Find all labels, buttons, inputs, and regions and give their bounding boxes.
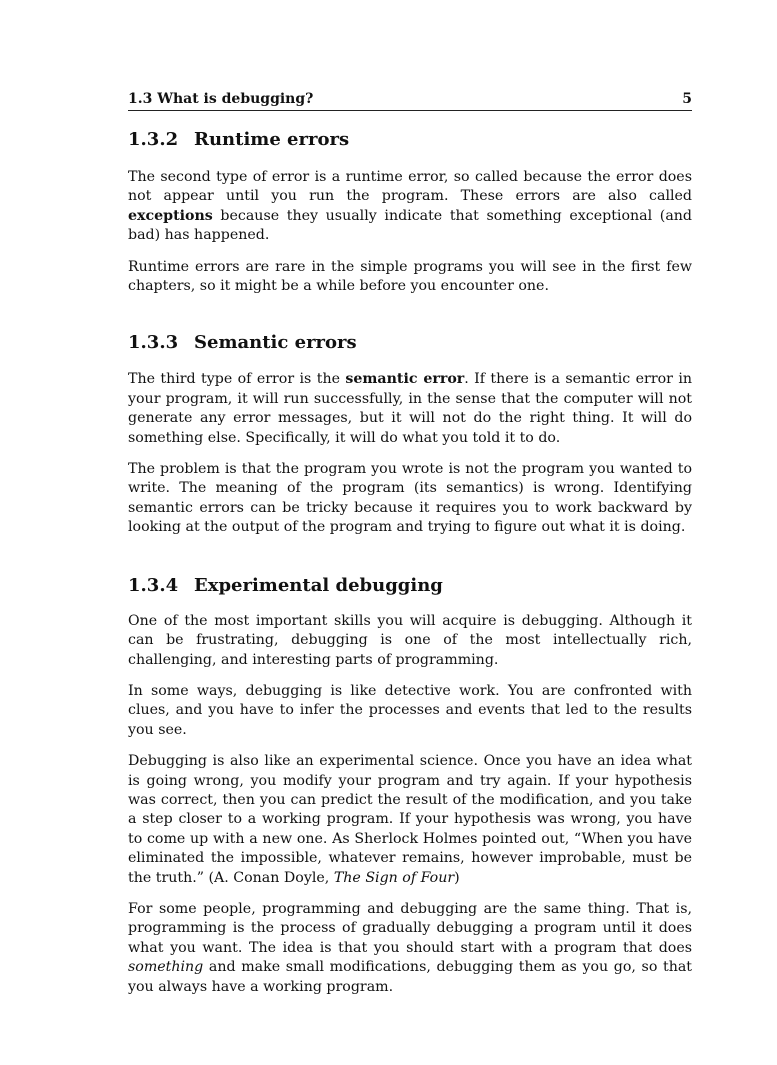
book-title: The Sign of Four	[333, 869, 455, 886]
paragraph: The problem is that the program you wrote is not the program you wanted to write. The meaning of the program (its semantics) is wrong. Identifying semantic errors can be tricky because it requires you to work backward by looking at the output of the program and trying to figure out what it is doing.	[128, 461, 692, 536]
page-number: 5	[682, 91, 692, 107]
section-title: Semantic errors	[194, 332, 357, 354]
section-number: 1.3.3	[128, 332, 179, 354]
paragraph: Runtime errors are rare in the simple programs you will see in the first few chapters, so it might be a while before you encounter one.	[128, 258, 692, 295]
paragraph: In some ways, debugging is like detective work. You are confronted with clues, and you have to infer the processes and events that led to the results you see.	[128, 682, 692, 738]
paragraph-text: because they usually indicate that something exceptional (and bad) has happened.	[128, 207, 692, 244]
paragraph	[128, 900, 692, 997]
paragraph-text: The second type of error is a runtime error, so called because the error does not appear until you run the program. These errors are also called	[128, 169, 692, 205]
running-header	[128, 90, 692, 111]
section-heading-semantic-errors	[128, 332, 692, 354]
bold-term: exceptions	[128, 207, 213, 224]
paragraph	[128, 752, 692, 888]
paragraph-text: . If there is a semantic error in your program, it will run successfully, in the sense that the computer will not generate any error messages, but it will not do the right thing. It will do something else. Specifically, it will do what you told it to do.	[128, 371, 693, 446]
paragraph-text: For some people, programming and debugging are the same thing. That is, programming is the process of gradually debugging a program until it does what you want. The idea is that you should start with a program that does	[128, 900, 692, 956]
paragraph-text: Debugging is also like an experimental science. Once you have an idea what is going wrong, you modify your program and try again. If your hypothesis was correct, then you can predict the result of the modification, and you take a step closer to a working program. If your hypothesis was wrong, you have to come up with a new one. As Sherlock Holmes pointed out, “When you have eliminated the impossible, whatever remains, however improbable, must be the truth.” (A. Conan Doyle,	[128, 753, 692, 886]
section-number: 1.3.2	[128, 129, 179, 150]
section-title: Experimental debugging	[194, 574, 443, 596]
section-heading-runtime-errors	[128, 129, 692, 151]
paragraph-text: The third type of error is the	[128, 371, 346, 388]
section-number: 1.3.4	[128, 574, 179, 596]
paragraph: One of the most important skills you will acquire is debugging. Although it can be frustrating, debugging is one of the most intellectually rich, challenging, and interesting parts of programming.	[128, 612, 692, 668]
section-heading-experimental-debugging	[128, 575, 692, 597]
paragraph-text: )	[454, 869, 460, 886]
document-page	[128, 90, 692, 997]
bold-term: semantic error	[345, 371, 465, 388]
paragraph	[128, 370, 692, 448]
running-header-section: 1.3 What is debugging?	[128, 91, 314, 107]
emphasis: something	[128, 959, 204, 976]
paragraph-text: and make small modifications, debugging them as you go, so that you always have a working program.	[128, 959, 692, 995]
section-title: Runtime errors	[194, 129, 350, 150]
paragraph	[128, 168, 692, 246]
